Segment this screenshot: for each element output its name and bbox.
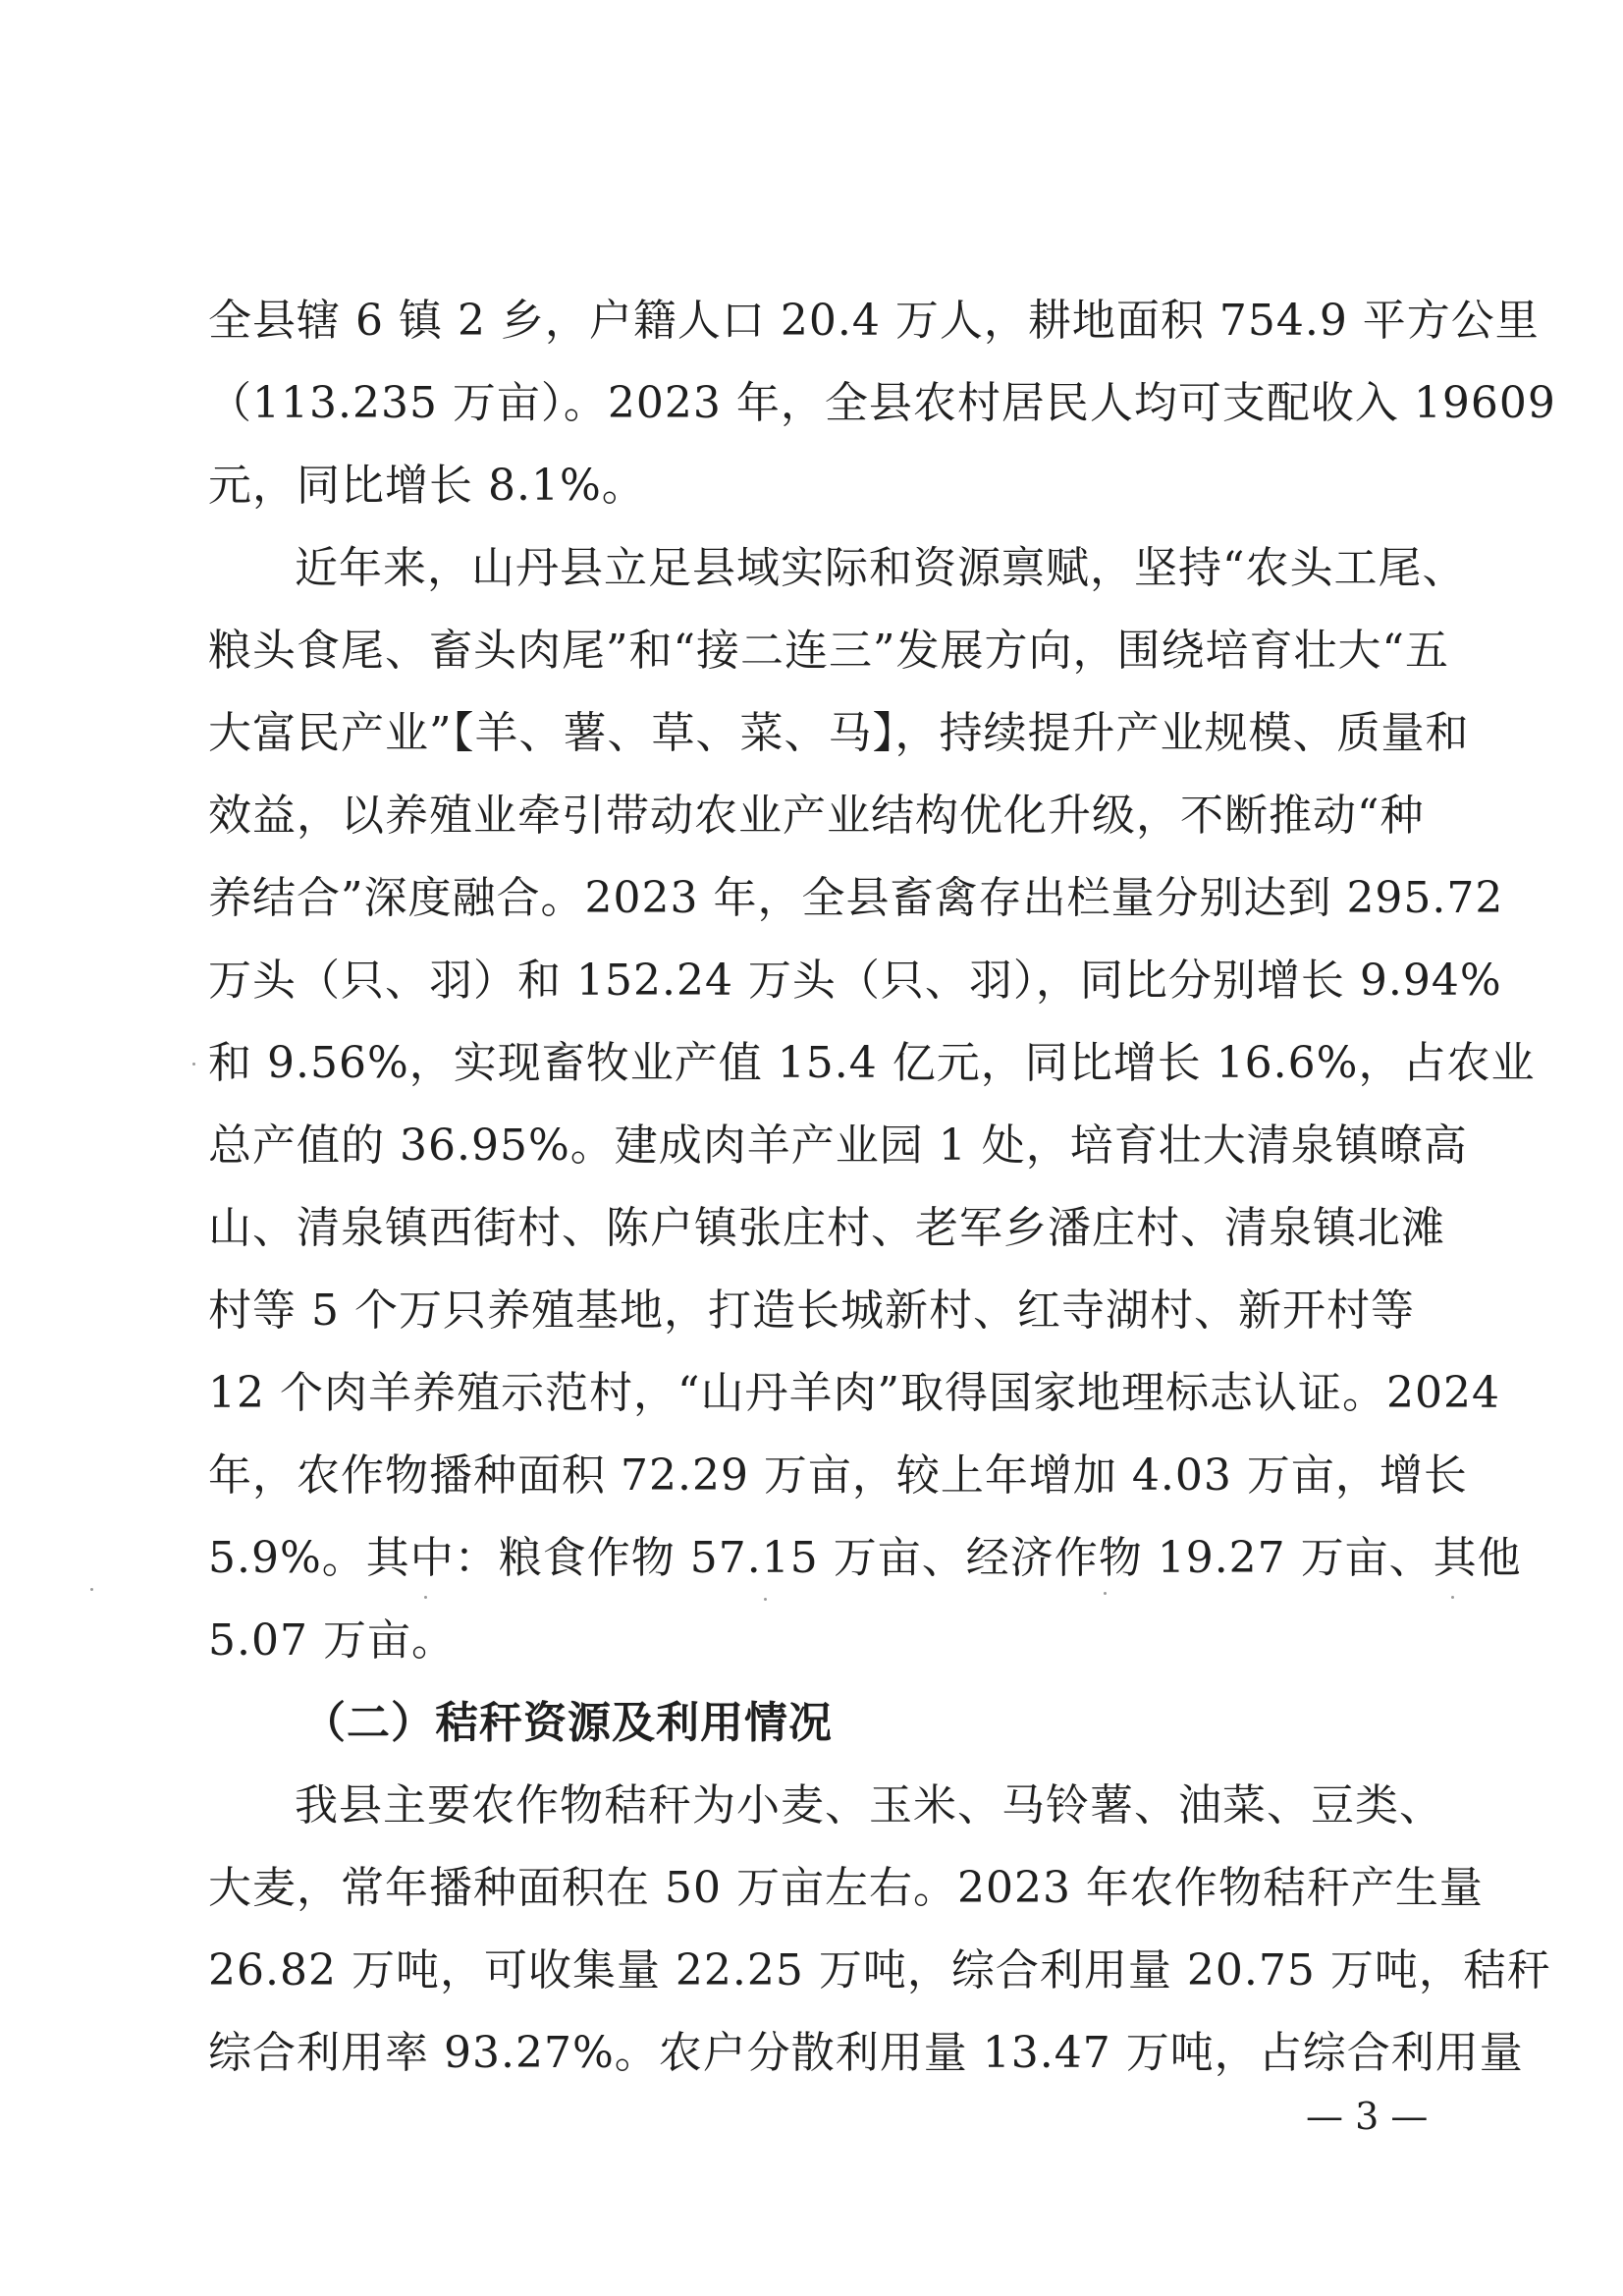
text-line: 万头（只、羽）和 152.24 万头（只、羽），同比分别增长 9.94% — [208, 956, 1502, 1006]
text-line: 村等 5 个万只养殖基地，打造长城新村、红寺湖村、新开村等 — [208, 1285, 1415, 1336]
text-line: 粮头食尾、畜头肉尾”和“接二连三”发展方向，围绕培育壮大“五 — [208, 626, 1449, 676]
text-line: 总产值的 36.95%。建成肉羊产业园 1 处，培育壮大清泉镇暸高 — [208, 1121, 1468, 1171]
scan-speck — [192, 1063, 195, 1066]
text-line: 大富民产业”【羊、薯、草、菜、马】，持续提升产业规模、质量和 — [208, 708, 1470, 758]
text-line: 全县辖 6 镇 2 乡，户籍人口 20.4 万人，耕地面积 754.9 平方公里 — [208, 296, 1540, 346]
scan-speck — [1451, 1596, 1454, 1599]
text-line: 26.82 万吨，可收集量 22.25 万吨，综合利用量 20.75 万吨，秸秆 — [208, 1945, 1551, 1995]
paragraph-start-line: 近年来，山丹县立足县域实际和资源禀赋，坚持“农头工尾、 — [295, 543, 1467, 593]
text-line: 养结合”深度融合。2023 年，全县畜禽存出栏量分别达到 295.72 — [208, 873, 1504, 923]
text-line: 元，同比增长 8.1%。 — [208, 461, 646, 511]
text-line: 5.07 万亩。 — [208, 1615, 456, 1666]
section-heading: （二）秸秆资源及利用情况 — [302, 1698, 833, 1748]
text-line: 山、清泉镇西街村、陈户镇张庄村、老军乡潘庄村、清泉镇北滩 — [208, 1203, 1445, 1253]
page-number: — 3 — — [1306, 2095, 1429, 2138]
scan-speck — [424, 1596, 427, 1599]
text-line: 和 9.56%，实现畜牧业产值 15.4 亿元，同比增长 16.6%，占农业 — [208, 1038, 1536, 1088]
paragraph-start-line: 我县主要农作物秸秆为小麦、玉米、马铃薯、油菜、豆类、 — [295, 1780, 1443, 1831]
text-line: （113.235 万亩）。2023 年，全县农村居民人均可支配收入 19609 — [208, 378, 1556, 428]
text-line: 12 个肉羊养殖示范村，“山丹羊肉”取得国家地理标志认证。2024 — [208, 1368, 1500, 1418]
text-line: 5.9%。其中：粮食作物 57.15 万亩、经济作物 19.27 万亩、其他 — [208, 1533, 1522, 1583]
scan-speck — [90, 1588, 93, 1591]
text-line: 年，农作物播种面积 72.29 万亩，较上年增加 4.03 万亩，增长 — [208, 1450, 1468, 1501]
text-line: 效益，以养殖业牵引带动农业产业结构优化升级，不断推动“种 — [208, 791, 1425, 841]
scan-speck — [1104, 1592, 1107, 1595]
body-text — [208, 280, 1556, 2095]
text-line: 综合利用率 93.27%。农户分散利用量 13.47 万吨，占综合利用量 — [208, 2028, 1524, 2078]
scan-speck — [764, 1598, 767, 1601]
text-line: 大麦，常年播种面积在 50 万亩左右。2023 年农作物秸秆产生量 — [208, 1863, 1484, 1913]
